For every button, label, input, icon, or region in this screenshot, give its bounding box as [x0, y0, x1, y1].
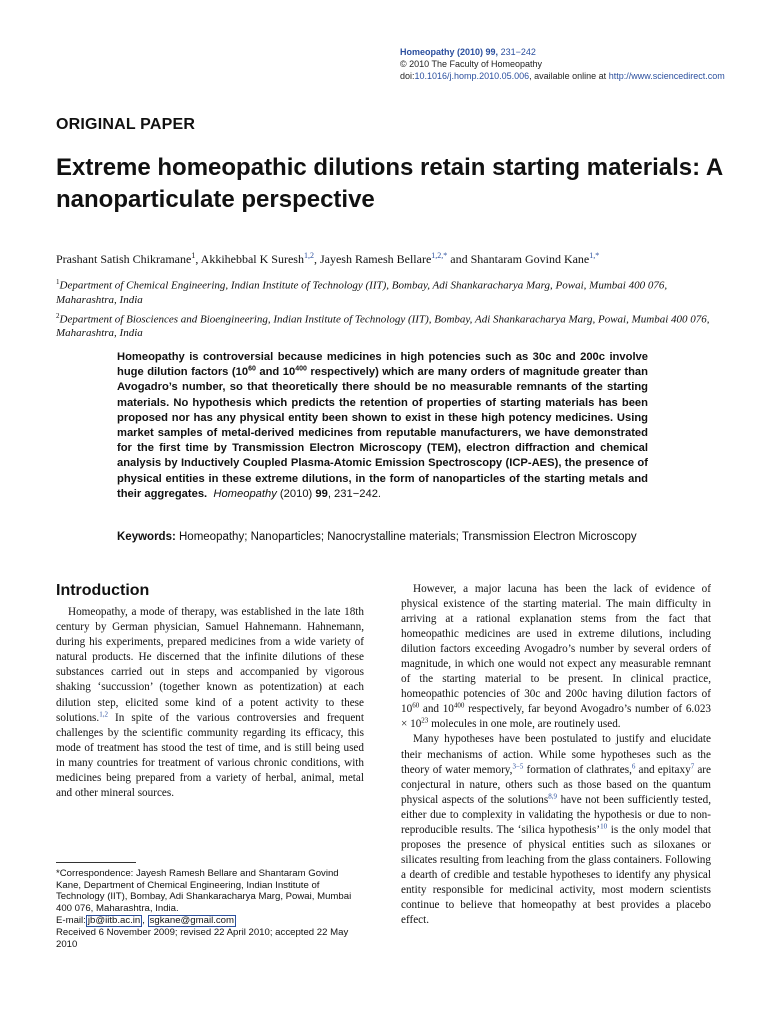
left-column — [56, 605, 364, 801]
paragraph: Homeopathy, a mode of therapy, was established in the late 18th century by German physician, Samuel Hahnemann. Hahnemann, during his experiments, prepared medicines from a wide variety of natural products. He discerned that the infinite dilutions of these substances carried out in steps and accompanied by vigorous shaking ‘succussion’ (together known as potentization) at each dilution step, elicited some kind of a potent activity to these solutions.$^{1,2}$ In spite of the various controversies and frequent challenges by the scientific community regarding its efficacy, this mode of treatment has stood the test of time, and is still being used in many countries for treatment of various chronic conditions, with medicines being prepared from a variety of herbal, animal, metal and other mineral sources. — [56, 606, 364, 800]
doi-link[interactable]: 10.1016/j.homp.2010.05.006 — [414, 71, 530, 81]
paragraph: Many hypotheses have been postulated to justify and elucidate their mechanisms of action. While some hypotheses such as the theory of water memory,$^{3-5}$ formation of clathrates,$^6$ and epitaxy$^7$ are conjectural in nature, others such as those based on the quantum physical aspects of the solutions$^{8,9}$ have not been sufficiently tested, either due to complexity in validating the hypothesis or due to non-reproducible results. The ‘silica hypothesis’$^{10}$ is the only model that proposes the presence of physical entities such as siloxanes or silicates resulting from leaching from the glass containers. Following a dearth of credible and testable hypotheses to identify any physical entity responsible for medicinal activity, most modern scientists continue to believe that homeopathy at best provides a placebo effect. — [401, 733, 711, 927]
doi-line — [400, 70, 725, 82]
citation-block — [400, 46, 725, 82]
author-affil-mark[interactable]: 1,2,* — [431, 251, 448, 260]
reference-link[interactable]: 8,9 — [548, 791, 557, 800]
footnote-divider — [56, 862, 136, 863]
author-name: Akkihebbal K Suresh — [200, 252, 304, 266]
reference-link[interactable]: 10 — [600, 822, 608, 831]
reference-link[interactable]: 6 — [631, 761, 636, 770]
affiliation: $^2$Department of Biosciences and Bioengineering, Indian Institute of Technology (IIT), Bombay, Adi Shankaracharya Marg, Powai, Mumbai 400 076, Maharashtra, India — [56, 311, 710, 340]
page-range: 231−242 — [500, 47, 536, 57]
journal-name: Homeopathy (2010) 99, — [400, 47, 499, 57]
keywords-list: Homeopathy; Nanoparticles; Nanocrystalline materials; Transmission Electron Microscopy — [179, 531, 637, 543]
doi-label: doi: — [400, 71, 415, 81]
keywords-label: Keywords: — [117, 531, 176, 543]
correspondence-text: *Correspondence: Jayesh Ramesh Bellare and Shantaram Govind Kane, Department of Chemical Engineering, Indian Institute of Technology (IIT), Bombay, Adi Shankaracharya Marg, Powai, Mumbai 400 076, Maharashtra, India. — [56, 868, 352, 915]
abstract: Homeopathy is controversial because medicines in high potencies such as 30c and 200c involve huge dilution factors ($10^{60}$ and $10^{400}$ respectively) which are many orders of magnitude greater than Avogadro’s number, so that theoretically there should be no measurable remnants of the starting materials. No hypothesis which predicts the retention of properties of starting materials has been proposed nor has any physical entity been shown to exist in these high potency medicines. Using market samples of metal-derived medicines from reputable manufacturers, we have demonstrated for the first time by Transmission Electron Microscopy (TEM), electron diffraction and chemical analysis by Inductively Coupled Plasma-Atomic Emission Spectroscopy (ICP-AES), the presence of physical entities in these extreme dilutions, in the form of nanoparticles of the starting metals and their aggregates. Homeopathy (2010) 99, 231−242. — [117, 351, 648, 500]
journal-line — [400, 46, 725, 58]
paragraph: However, a major lacuna has been the lack of evidence of physical existence of the starting material. The main difficulty in arriving at a rational explanation stems from the fact that homeopathic medicines are used in extreme dilutions, including dilution factors exceeding Avogadro’s number by several orders of magnitude, in which one would not expect any measurable remnant of the starting material to be present. In clinical practice, homeopathic potencies of 30c and 200c having dilution factors of $10^{60}$ and $10^{400}$ respectively, far beyond Avogadro’s number of $6.023 \times 10^{23}$ molecules in one mole, are routinely used. — [401, 583, 712, 731]
author-name: Shantaram Govind Kane — [470, 252, 590, 266]
author-affil-mark[interactable]: 1,* — [589, 251, 600, 260]
reference-link[interactable]: 3−5 — [512, 761, 524, 770]
keywords — [117, 530, 648, 545]
correspondence-footnote — [56, 868, 364, 950]
email-link[interactable]: sgkane@gmail.com — [149, 914, 234, 926]
reference-link[interactable]: 1,2 — [99, 709, 108, 718]
author-name: Jayesh Ramesh Bellare — [319, 252, 432, 266]
email-link[interactable]: jb@iitb.ac.in — [87, 914, 141, 926]
article-type: ORIGINAL PAPER — [56, 116, 196, 133]
available-text: , available online at — [529, 71, 607, 81]
reference-link[interactable]: 7 — [690, 761, 695, 770]
right-column — [401, 582, 711, 928]
author-list: Prashant Satish Chikramane$^1$, Akkihebbal K Suresh$^{1,2}$, Jayesh Ramesh Bellare$^{1,2,*}$ and Shantaram Govind Kane$^{1,*}$ — [56, 251, 600, 266]
paper-title: Extreme homeopathic dilutions retain starting materials: A nanoparticulate perspective — [56, 154, 723, 213]
sciencedirect-link[interactable]: http://www.sciencedirect.com — [608, 71, 725, 81]
section-heading-introduction: Introduction — [56, 582, 150, 599]
author-name: Prashant Satish Chikramane — [56, 252, 192, 266]
copyright-line: © 2010 The Faculty of Homeopathy — [400, 59, 543, 69]
affiliations — [56, 275, 716, 342]
affiliation: $^1$Department of Chemical Engineering, Indian Institute of Technology (IIT), Bombay, Adi Shankaracharya Marg, Powai, Mumbai 400 076, Maharashtra, India — [56, 278, 668, 306]
author-affil-mark: 1 — [191, 251, 196, 260]
abstract-citation: Homeopathy (2010) 99, 231−242. — [213, 487, 382, 500]
received-dates: Received 6 November 2009; revised 22 April 2010; accepted 22 May 2010 — [56, 926, 349, 950]
author-affil-mark[interactable]: 1,2 — [303, 251, 314, 260]
email-line: E-mail: jb@iitb.ac.in , sgkane@gmail.com — [56, 914, 234, 926]
